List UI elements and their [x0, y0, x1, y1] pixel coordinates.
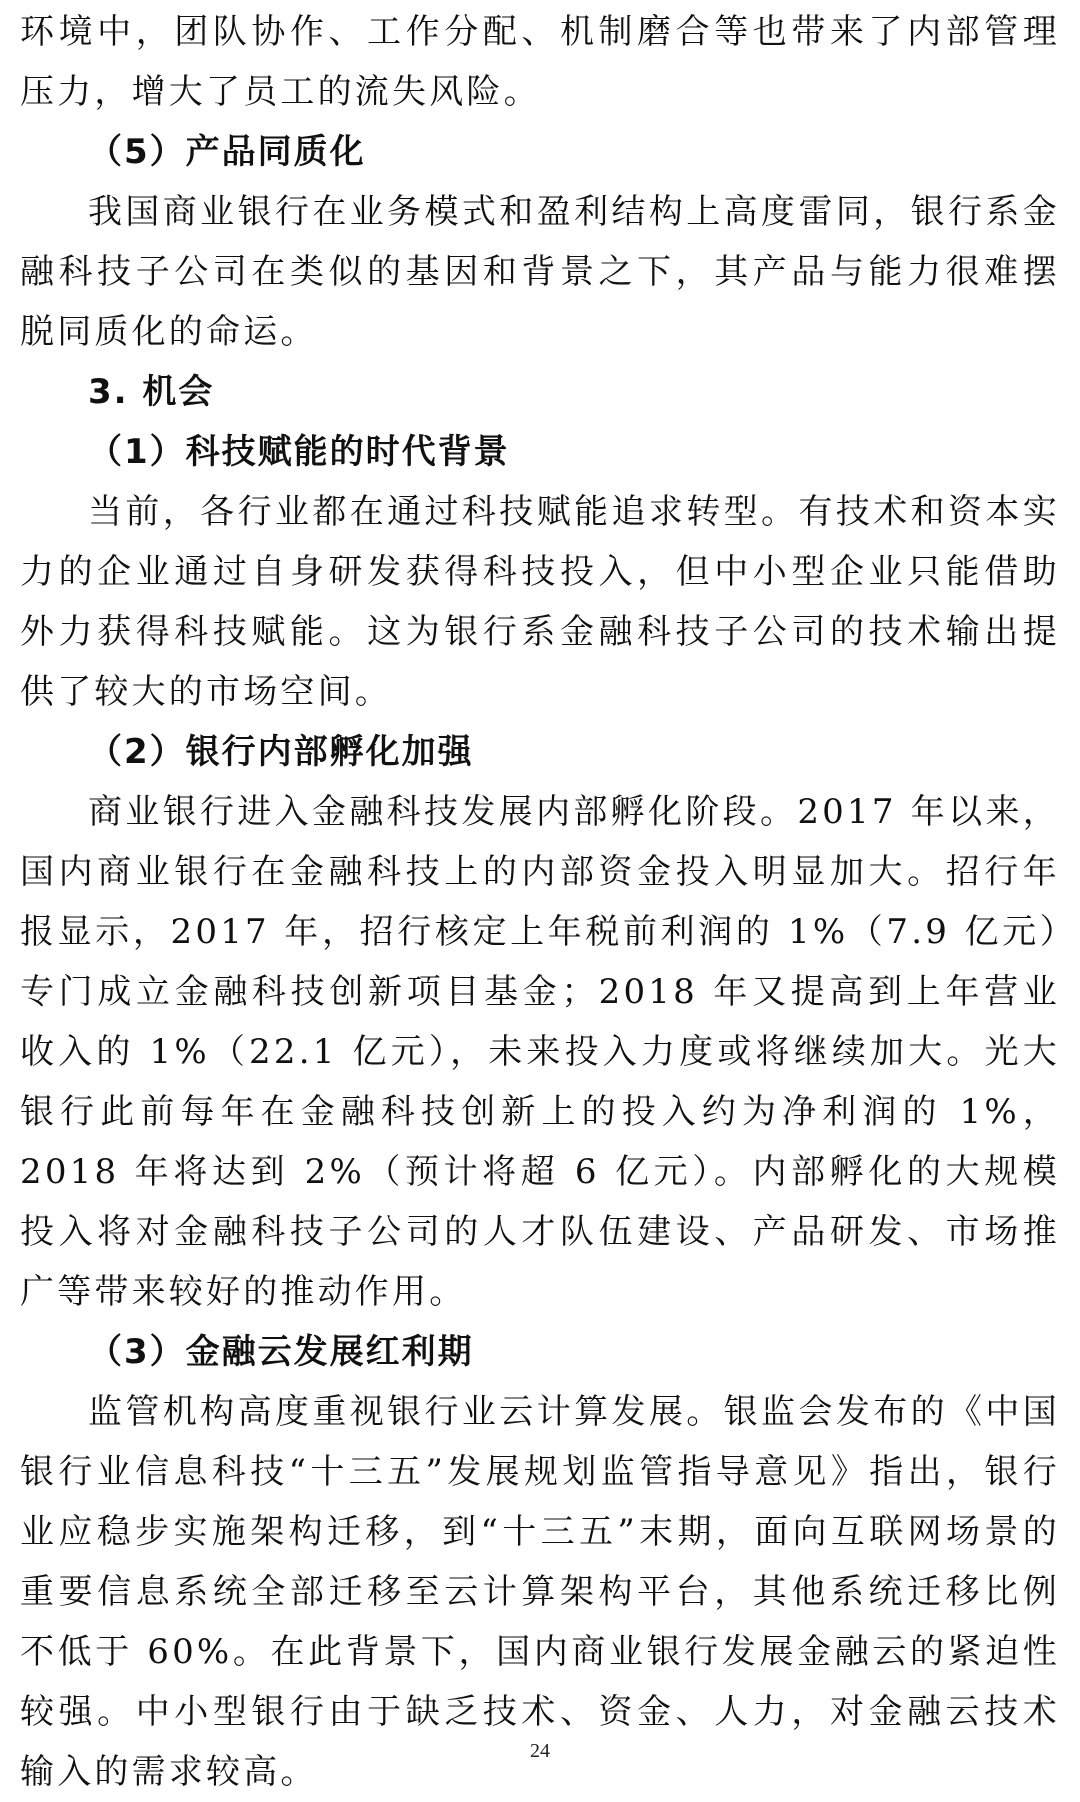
heading-financial-cloud: （3）金融云发展红利期: [88, 1332, 474, 1372]
paragraph-internal-incubation: 商业银行进入金融科技发展内部孵化阶段。2017 年以来，国内商业银行在金融科技上的内部资金投入明显加大。招行年报显示，2017 年，招行核定上年税前利润的 1%（7.9 亿元）专门成立金融科技创新项目基金；2018 年又提高到上年营业收入的 1%（22.1 亿元），未来投入力度或将继续加大。光大银行此前每年在金融科技创新上的投入约为净利润的 1%，2018 年将达到 2%（预计将超 6 亿元）。内部孵化的大规模投入将对金融科技子公司的人才队伍建设、产品研发、市场推广等带来较好的推动作用。: [20, 792, 1060, 1312]
document-body: [20, 2, 1060, 1802]
section-heading-opportunities: 3. 机会: [88, 372, 215, 412]
paragraph-financial-cloud: 监管机构高度重视银行业云计算发展。银监会发布的《中国银行业信息科技“十三五”发展规划监管指导意见》指出，银行业应稳步实施架构迁移，到“十三五”末期，面向互联网场景的重要信息系统全部迁移至云计算架构平台，其他系统迁移比例不低于 60%。在此背景下，国内商业银行发展金融云的紧迫性较强。中小型银行由于缺乏技术、资金、人力，对金融云技术输入的需求较高。: [20, 1392, 1060, 1792]
paragraph-product-homogenization: 我国商业银行在业务模式和盈利结构上高度雷同，银行系金融科技子公司在类似的基因和背景之下，其产品与能力很难摆脱同质化的命运。: [20, 192, 1060, 352]
heading-internal-incubation: （2）银行内部孵化加强: [88, 732, 474, 772]
heading-product-homogenization: （5）产品同质化: [88, 132, 366, 172]
page-number: 24: [530, 1740, 550, 1762]
paragraph-tech-empowerment: 当前，各行业都在通过科技赋能追求转型。有技术和资本实力的企业通过自身研发获得科技投入，但中小型企业只能借助外力获得科技赋能。这为银行系金融科技子公司的技术输出提供了较大的市场空间。: [20, 492, 1060, 712]
heading-tech-empowerment: （1）科技赋能的时代背景: [88, 432, 510, 472]
paragraph-continuation: 环境中，团队协作、工作分配、机制磨合等也带来了内部管理压力，增大了员工的流失风险。: [20, 12, 1060, 112]
